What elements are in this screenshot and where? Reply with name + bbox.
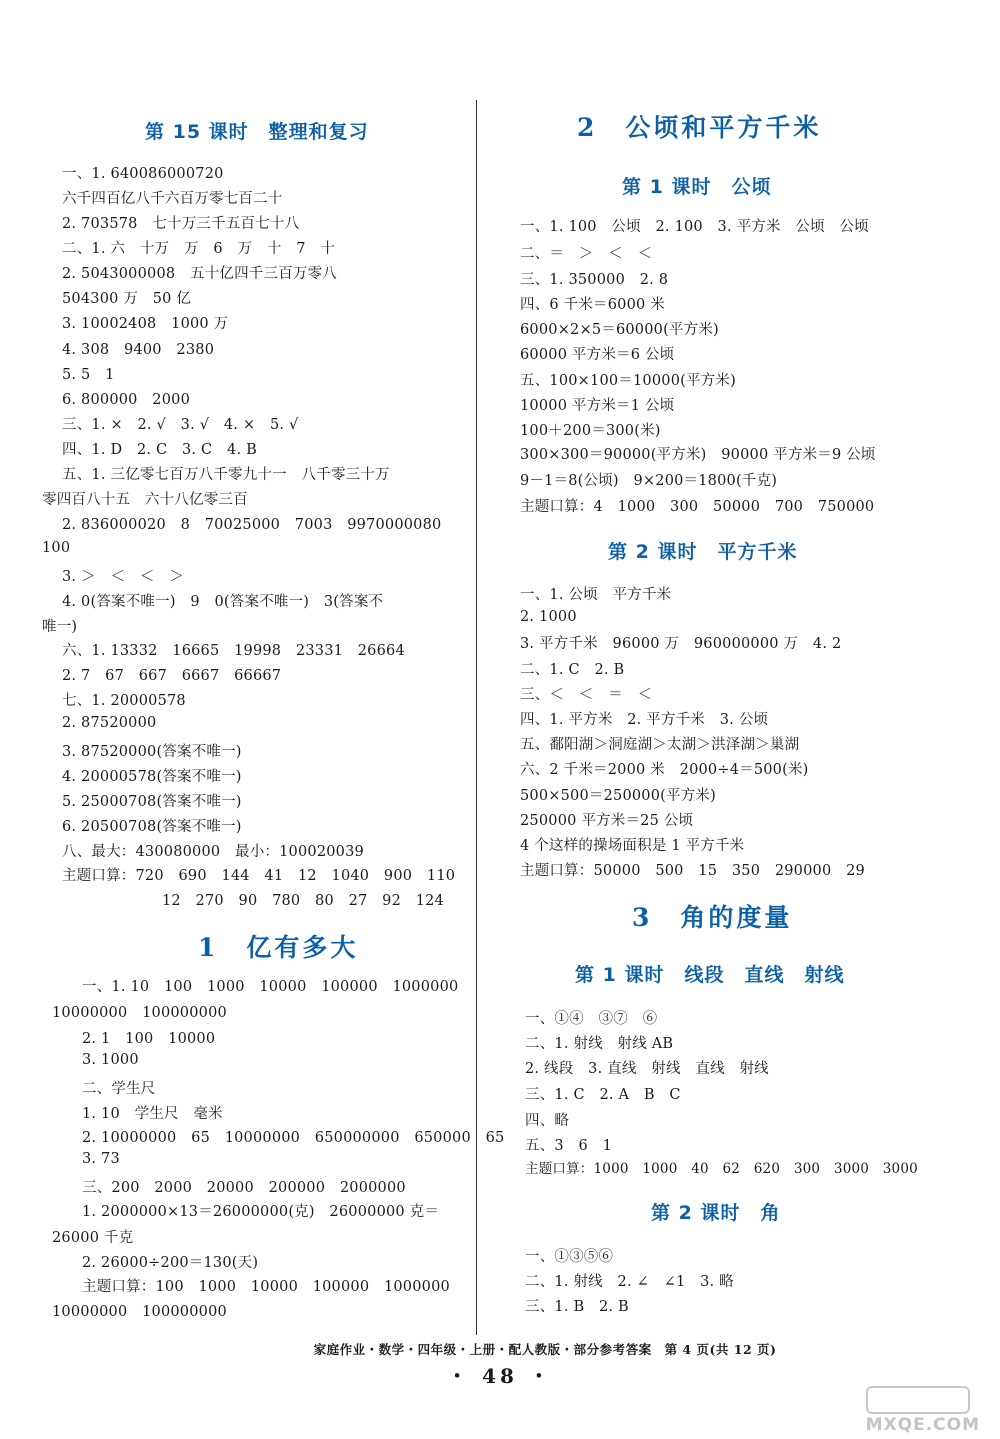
answer-line: 主题口算：100 1000 10000 100000 1000000 <box>82 1279 450 1295</box>
unit3-lesson2-title: 第 2 课时 角 <box>651 1202 781 1224</box>
answer-line: 四、1. D 2. C 3. C 4. B <box>62 442 257 458</box>
answer-line: 一、①③⑤⑥ <box>525 1249 614 1265</box>
answer-line: 9－1＝8(公顷) 9×200＝1800(千克) <box>520 473 778 489</box>
answer-line: 六千四百亿八千六百万零七百二十 <box>62 191 283 207</box>
answer-line: 主题口算：4 1000 300 50000 700 750000 <box>520 499 875 515</box>
answer-line: 2. 10000000 65 10000000 650000000 650000 65 <box>82 1130 505 1146</box>
answer-line: 零四百八十五 六十八亿零三百 <box>42 492 248 508</box>
lesson15-title: 第 15 课时 整理和复习 <box>145 121 369 143</box>
unit2-lesson1-title: 第 1 课时 公顷 <box>622 176 772 198</box>
answer-line: 10000 平方米＝1 公顷 <box>520 398 675 414</box>
answer-line: 3. 平方千米 96000 万 960000000 万 4. 2 <box>520 636 842 652</box>
answer-line: 一、1. 公顷 平方千米 <box>520 587 672 603</box>
answer-line: 10000000 100000000 <box>52 1304 227 1320</box>
answer-line: 五、100×100＝10000(平方米) <box>520 373 736 389</box>
answer-line: 四、略 <box>525 1113 570 1129</box>
answer-line: 主题口算：1000 1000 40 62 620 300 3000 3000 <box>525 1161 918 1177</box>
answer-line: 300×300＝90000(平方米) 90000 平方米＝9 公顷 <box>520 447 876 463</box>
unit3-lesson1-title: 第 1 课时 线段 直线 射线 <box>575 964 845 986</box>
answer-line: 12 270 90 780 80 27 92 124 <box>162 893 444 909</box>
answer-line: 四、1. 平方米 2. 平方千米 3. 公顷 <box>520 712 769 728</box>
answer-line: 七、1. 20000578 <box>62 693 186 709</box>
answer-line: 一、1. 10 100 1000 10000 100000 1000000 <box>82 979 459 995</box>
answer-line: 500×500＝250000(平方米) <box>520 788 716 804</box>
answer-line: 一、1. 100 公顷 2. 100 3. 平方米 公顷 公顷 <box>520 219 869 235</box>
answer-line: 60000 平方米＝6 公顷 <box>520 347 675 363</box>
answer-line: 三、1. × 2. √ 3. √ 4. × 5. √ <box>62 417 299 433</box>
page-number: ・ 48 ・ <box>447 1364 553 1388</box>
answer-line: 五、1. 三亿零七百万八千零九十一 八千零三十万 <box>62 467 390 483</box>
answer-line: 一、1. 640086000720 <box>62 166 224 182</box>
answer-line: 3. ＞ ＜ ＜ ＞ <box>62 569 184 585</box>
answer-line: 二、＝ ＞ ＜ ＜ <box>520 246 653 262</box>
answer-line: 五、3 6 1 <box>525 1138 613 1154</box>
answer-line: 3. 10002408 1000 万 <box>62 316 229 332</box>
answer-line: 2. 703578 七十万三千五百七十八 <box>62 216 300 232</box>
answer-line: 六、1. 13332 16665 19998 23331 26664 <box>62 643 405 659</box>
answer-line: 5. 5 1 <box>62 367 115 383</box>
unit2-title: 2 公顷和平方千米 <box>577 113 822 142</box>
unit2-lesson2-title: 第 2 课时 平方千米 <box>608 541 798 563</box>
answer-line: 二、1. 六 十万 万 6 万 十 7 十 <box>62 241 336 257</box>
answer-line: 3. 73 <box>82 1151 120 1167</box>
watermark-logo-icon <box>866 1386 970 1414</box>
answer-line: 2. 1000 <box>520 609 577 625</box>
answer-line: 4. 0(答案不唯一) 9 0(答案不唯一) 3(答案不 <box>62 594 384 610</box>
answer-line: 3. 1000 <box>82 1052 139 1068</box>
answer-line: 1. 2000000×13＝26000000(克) 26000000 克＝ <box>82 1204 440 1220</box>
answer-line: 五、鄱阳湖＞洞庭湖＞太湖＞洪泽湖＞巢湖 <box>520 737 800 753</box>
answer-line: 4 个这样的操场面积是 1 平方千米 <box>520 838 745 854</box>
unit1-title: 1 亿有多大 <box>198 933 359 962</box>
answer-line: 2. 7 67 667 6667 66667 <box>62 668 282 684</box>
answer-line: 八、最大：430080000 最小：100020039 <box>62 844 364 860</box>
answer-line: 2. 线段 3. 直线 射线 直线 射线 <box>525 1061 769 1077</box>
column-divider <box>476 100 477 1335</box>
answer-line: 2. 1 100 10000 <box>82 1031 216 1047</box>
answer-line: 4. 308 9400 2380 <box>62 342 215 358</box>
answer-line: 10000000 100000000 <box>52 1005 227 1021</box>
answer-line: 一、①④ ③⑦ ⑥ <box>525 1011 658 1027</box>
answer-line: 2. 87520000 <box>62 715 157 731</box>
answer-line: 三、200 2000 20000 200000 2000000 <box>82 1180 406 1196</box>
answer-line: 二、1. 射线 2. ∠ ∠1 3. 略 <box>525 1274 734 1290</box>
answer-line: 三、1. 350000 2. 8 <box>520 272 669 288</box>
footer-caption: 家庭作业・数学・四年级・上册・配人教版・部分参考答案 第 4 页(共 12 页) <box>313 1342 777 1357</box>
answer-line: 四、6 千米＝6000 米 <box>520 297 665 313</box>
answer-line: 6. 800000 2000 <box>62 392 190 408</box>
answer-line: 26000 千克 <box>52 1230 134 1246</box>
answer-line: 二、学生尺 <box>82 1081 156 1097</box>
answer-line: 4. 20000578(答案不唯一) <box>62 769 242 785</box>
answer-line: 三、1. C 2. A B C <box>525 1087 681 1103</box>
answer-line: 三、1. B 2. B <box>525 1299 629 1315</box>
answer-line: 主题口算：720 690 144 41 12 1040 900 110 <box>62 868 456 884</box>
answer-line: 2. 5043000008 五十亿四千三百万零八 <box>62 266 337 282</box>
answer-line: 2. 26000÷200＝130(天) <box>82 1255 259 1271</box>
answer-line: 二、1. C 2. B <box>520 662 625 678</box>
answer-line: 二、1. 射线 射线 AB <box>525 1036 674 1052</box>
answer-line: 504300 万 50 亿 <box>62 291 192 307</box>
answer-line: 唯一) <box>42 619 78 635</box>
answer-line: 250000 平方米＝25 公顷 <box>520 813 694 829</box>
answer-line: 5. 25000708(答案不唯一) <box>62 794 242 810</box>
unit3-title: 3 角的度量 <box>632 903 793 932</box>
answer-line: 六、2 千米＝2000 米 2000÷4＝500(米) <box>520 762 809 778</box>
answer-line: 6. 20500708(答案不唯一) <box>62 819 242 835</box>
answer-line: 100＋200＝300(米) <box>520 423 661 439</box>
answer-line: 三、＜ ＜ ＝ ＜ <box>520 687 653 703</box>
answer-line: 主题口算：50000 500 15 350 290000 29 <box>520 863 865 879</box>
watermark-text: MXQE.COM <box>865 1415 980 1435</box>
answer-line: 2. 836000020 8 70025000 7003 9970000080 <box>62 517 442 533</box>
answer-line: 1. 10 学生尺 毫米 <box>82 1106 223 1122</box>
answer-line: 100 <box>42 540 71 556</box>
answer-line: 3. 87520000(答案不唯一) <box>62 744 242 760</box>
answer-line: 6000×2×5＝60000(平方米) <box>520 322 719 338</box>
